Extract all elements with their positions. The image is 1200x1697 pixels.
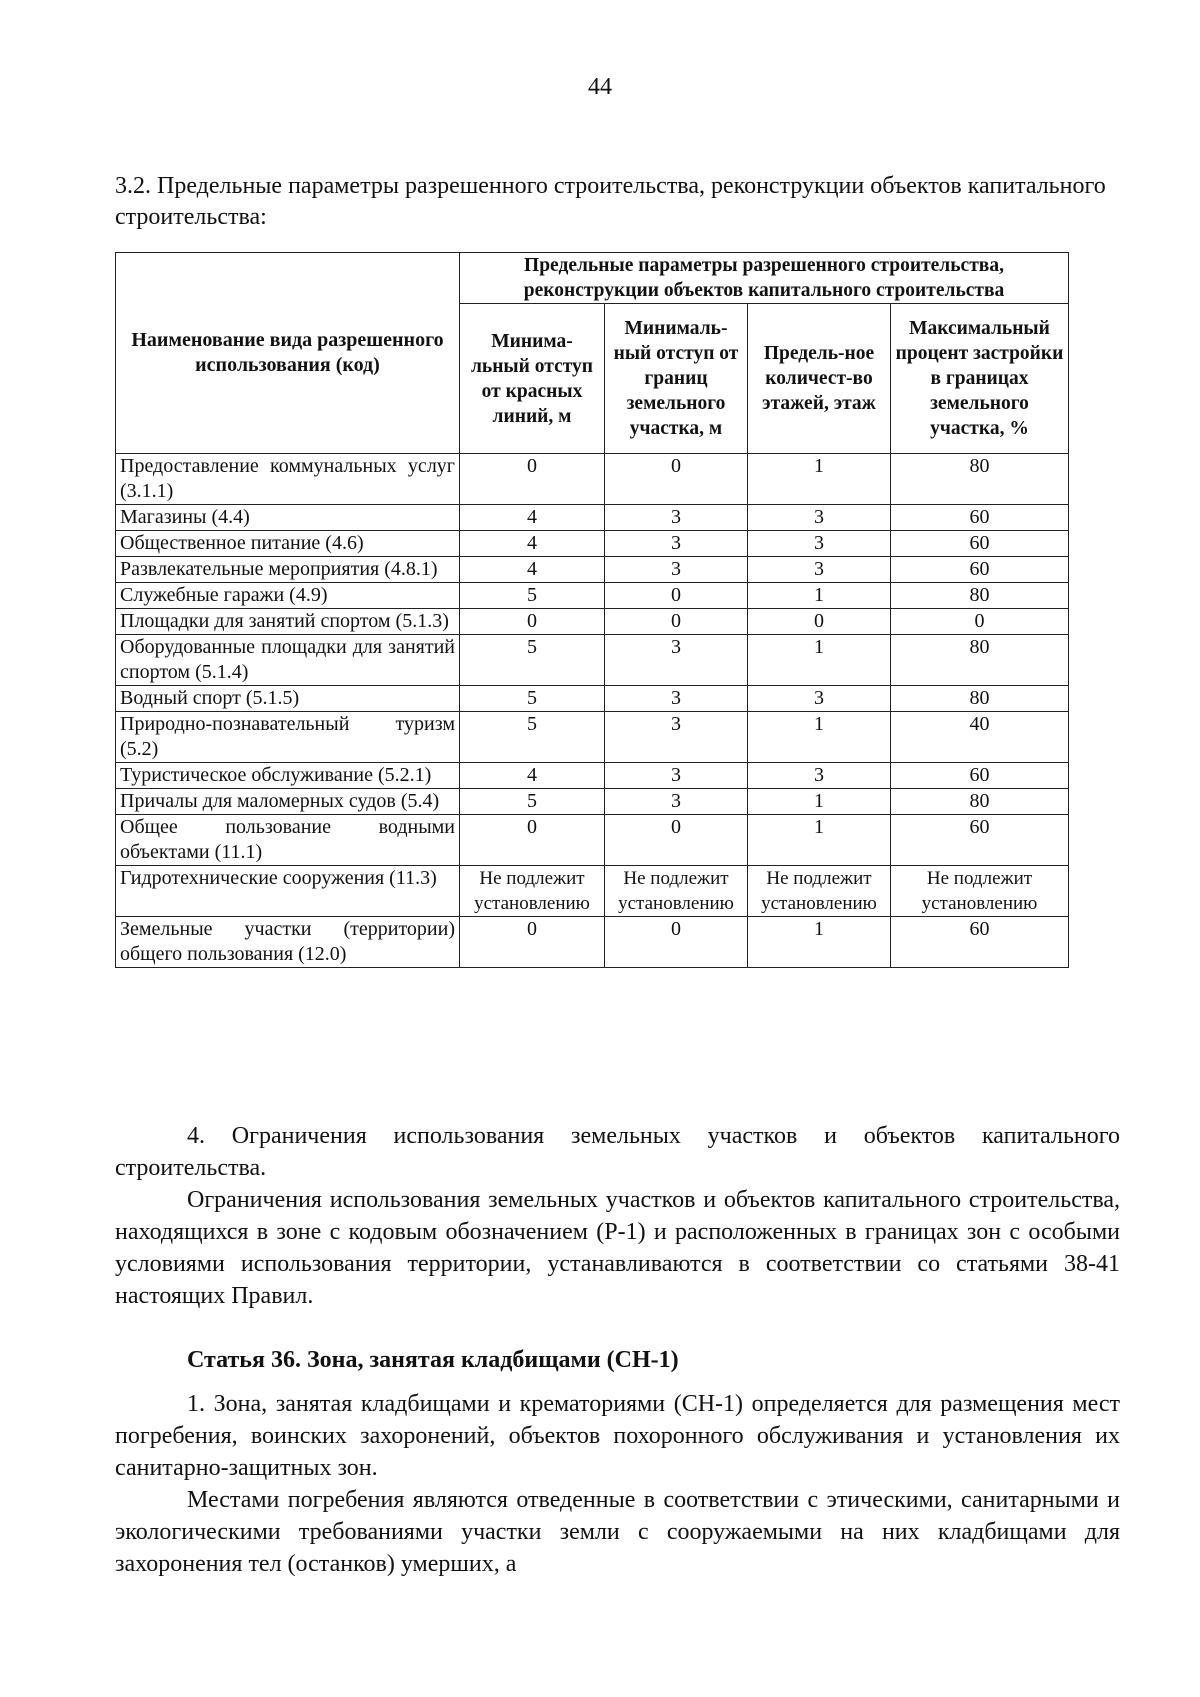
row-max-floors: 1 (748, 583, 891, 609)
table-body (116, 454, 1069, 968)
table-row (116, 454, 1069, 505)
row-use-name: Служебные гаражи (4.9) (116, 583, 460, 609)
row-use-name: Развлекательные мероприятия (4.8.1) (116, 557, 460, 583)
header-group: Предельные параметры разрешенного строительства, реконструкции объектов капитального строительства (460, 253, 1069, 304)
article-36-paragraph-1: 1. Зона, занятая кладбищами и крематориями (СН-1) определяется для размещения мест погребения, воинских захоронений, объектов похоронного обслуживания и установления их санитарно-защитных зон. (115, 1391, 1120, 1481)
row-max-floors: 3 (748, 505, 891, 531)
row-min-red-line: 0 (460, 454, 605, 505)
row-max-coverage: 60 (891, 763, 1069, 789)
section-4-paragraph: Ограничения использования земельных участков и объектов капитального строительства, находящихся в зоне с кодовым обозначением (Р-1) и расположенных в границах зон с особыми условиями использования территории, устанавливаются в соответствии со статьями 38-41 настоящих Правил. (115, 1187, 1120, 1309)
row-max-floors: 3 (748, 531, 891, 557)
table-row (116, 609, 1069, 635)
row-max-floors: 1 (748, 712, 891, 763)
row-min-boundary: Не подлежит установлению (605, 866, 748, 917)
row-use-name: Природно-познавательный туризм (5.2) (116, 712, 460, 763)
row-use-name: Общее пользование водными объектами (11.1) (116, 815, 460, 866)
article-36 (115, 1344, 1120, 1580)
row-use-name: Водный спорт (5.1.5) (116, 686, 460, 712)
table-row (116, 531, 1069, 557)
row-min-red-line: 5 (460, 635, 605, 686)
row-max-coverage: 60 (891, 557, 1069, 583)
row-min-boundary: 0 (605, 815, 748, 866)
table-row (116, 635, 1069, 686)
row-max-coverage: 60 (891, 815, 1069, 866)
row-max-coverage: 80 (891, 583, 1069, 609)
row-min-boundary: 3 (605, 763, 748, 789)
row-use-name: Площадки для занятий спортом (5.1.3) (116, 609, 460, 635)
row-min-red-line: 5 (460, 789, 605, 815)
row-max-floors: 1 (748, 917, 891, 968)
row-max-coverage: 80 (891, 635, 1069, 686)
parameters-table (115, 252, 1069, 968)
header-max-floors: Предель-ное количест-во этажей, этаж (748, 304, 891, 454)
row-min-red-line: 0 (460, 815, 605, 866)
row-min-boundary: 0 (605, 609, 748, 635)
article-36-paragraph-2: Местами погребения являются отведенные в соответствии с этическими, санитарными и экологическими требованиями участки земли с сооружаемыми на них кладбищами для захоронения тел (останков) умерших, а (115, 1487, 1120, 1577)
header-max-coverage: Максимальный процент застройки в границах земельного участка, % (891, 304, 1069, 454)
row-use-name: Туристическое обслуживание (5.2.1) (116, 763, 460, 789)
row-min-red-line: 5 (460, 712, 605, 763)
row-max-floors: 3 (748, 686, 891, 712)
header-min-boundary: Минималь-ный отступ от границ земельного участка, м (605, 304, 748, 454)
row-max-coverage: 80 (891, 454, 1069, 505)
row-max-floors: 1 (748, 635, 891, 686)
row-max-coverage: 60 (891, 531, 1069, 557)
row-max-floors: 1 (748, 789, 891, 815)
row-min-boundary: 3 (605, 531, 748, 557)
row-use-name: Предоставление коммунальных услуг (3.1.1) (116, 454, 460, 505)
table-row (116, 866, 1069, 917)
table-intro: 3.2. Предельные параметры разрешенного строительства, реконструкции объектов капитального строительства: (115, 173, 1106, 230)
row-max-coverage: Не подлежит установлению (891, 866, 1069, 917)
row-min-boundary: 3 (605, 789, 748, 815)
row-min-boundary: 0 (605, 454, 748, 505)
row-use-name: Общественное питание (4.6) (116, 531, 460, 557)
row-min-red-line: 4 (460, 557, 605, 583)
table-row (116, 686, 1069, 712)
page-number: 44 (588, 74, 612, 100)
row-min-boundary: 3 (605, 557, 748, 583)
table-row (116, 505, 1069, 531)
table-row (116, 557, 1069, 583)
row-min-red-line: Не подлежит установлению (460, 866, 605, 917)
section-4 (115, 1120, 1120, 1312)
row-min-red-line: 5 (460, 583, 605, 609)
header-min-red-line: Минима-льный отступ от красных линий, м (460, 304, 605, 454)
row-min-boundary: 3 (605, 635, 748, 686)
table-row (116, 763, 1069, 789)
table-row (116, 712, 1069, 763)
section-4-title: 4. Ограничения использования земельных участков и объектов капитального строительства. (115, 1123, 1120, 1181)
row-min-boundary: 3 (605, 712, 748, 763)
row-max-floors: Не подлежит установлению (748, 866, 891, 917)
table-row (116, 917, 1069, 968)
row-min-red-line: 0 (460, 609, 605, 635)
row-use-name: Причалы для маломерных судов (5.4) (116, 789, 460, 815)
row-use-name: Магазины (4.4) (116, 505, 460, 531)
row-min-red-line: 0 (460, 917, 605, 968)
row-use-name: Земельные участки (территории) общего пользования (12.0) (116, 917, 460, 968)
row-max-coverage: 40 (891, 712, 1069, 763)
row-max-coverage: 80 (891, 789, 1069, 815)
row-max-coverage: 60 (891, 505, 1069, 531)
article-36-heading: Статья 36. Зона, занятая кладбищами (СН-1) (187, 1347, 679, 1373)
row-max-coverage: 80 (891, 686, 1069, 712)
row-use-name: Гидротехнические сооружения (11.3) (116, 866, 460, 917)
table-row (116, 583, 1069, 609)
header-name: Наименование вида разрешенного использования (код) (116, 253, 460, 454)
row-min-red-line: 4 (460, 505, 605, 531)
row-min-red-line: 4 (460, 763, 605, 789)
row-min-boundary: 3 (605, 686, 748, 712)
row-max-coverage: 60 (891, 917, 1069, 968)
row-min-boundary: 3 (605, 505, 748, 531)
row-max-floors: 1 (748, 454, 891, 505)
table-row (116, 789, 1069, 815)
row-max-floors: 3 (748, 763, 891, 789)
row-min-boundary: 0 (605, 583, 748, 609)
table-header (116, 253, 1069, 454)
row-use-name: Оборудованные площадки для занятий спортом (5.1.4) (116, 635, 460, 686)
row-min-red-line: 5 (460, 686, 605, 712)
table-row (116, 815, 1069, 866)
row-min-boundary: 0 (605, 917, 748, 968)
row-max-floors: 1 (748, 815, 891, 866)
row-max-coverage: 0 (891, 609, 1069, 635)
row-max-floors: 0 (748, 609, 891, 635)
row-max-floors: 3 (748, 557, 891, 583)
row-min-red-line: 4 (460, 531, 605, 557)
